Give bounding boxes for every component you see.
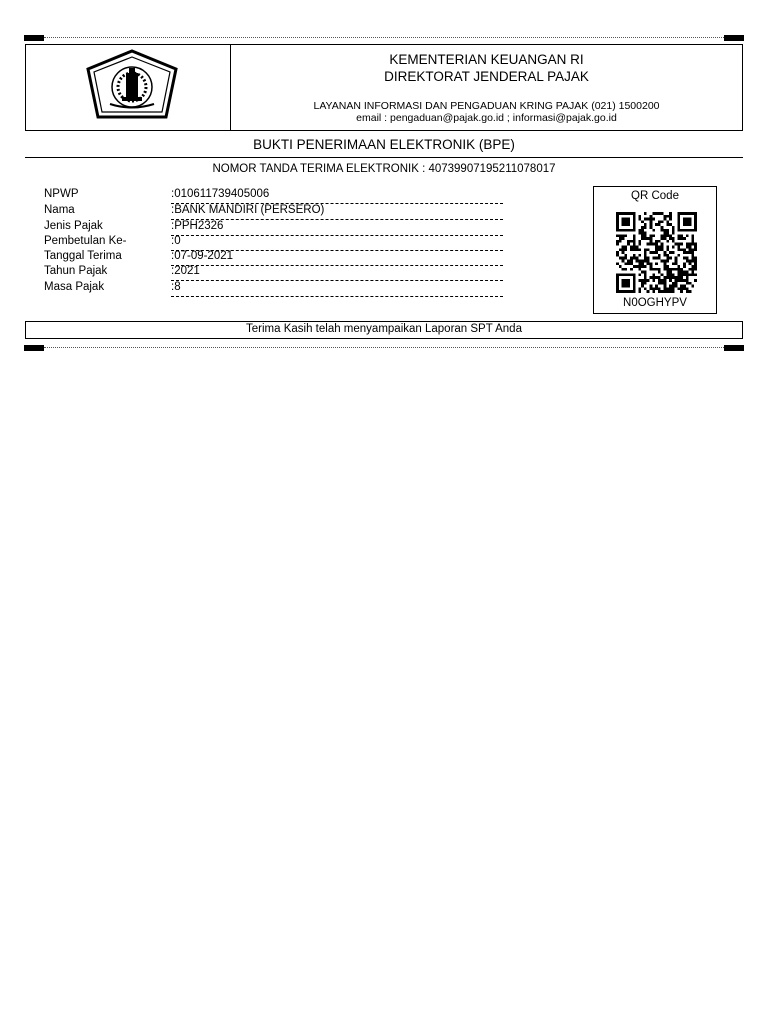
header-box	[25, 44, 743, 131]
field-label: Tahun Pajak	[44, 265, 108, 277]
email-line: email : pengaduan@pajak.go.id ; informasi@pajak.go.id	[356, 112, 617, 124]
qr-code-icon	[616, 212, 697, 293]
document-title: BUKTI PENERIMAAN ELEKTRONIK (BPE)	[253, 137, 515, 152]
receipt-number-line: NOMOR TANDA TERIMA ELEKTRONIK : 40739907195211078017	[212, 163, 556, 175]
field-value: :07-09-2021	[171, 250, 503, 266]
djp-logo-icon	[82, 49, 182, 125]
field-label: Masa Pajak	[44, 281, 105, 293]
bottom-perforation-line	[44, 347, 724, 348]
footer-message: Terima Kasih telah menyampaikan Laporan SPT Anda	[246, 323, 522, 335]
bottom-right-marker	[724, 345, 744, 351]
top-right-marker	[724, 35, 744, 41]
field-value: :0	[171, 235, 503, 251]
top-perforation-line	[44, 37, 724, 38]
field-value: :PPH2326	[171, 220, 503, 236]
field-value: :010611739405006	[171, 188, 503, 204]
top-left-marker	[24, 35, 44, 41]
qr-title: QR Code	[631, 190, 679, 202]
qr-code-text: N0OGHYPV	[623, 297, 687, 309]
field-label: Jenis Pajak	[44, 220, 103, 232]
field-label: Tanggal Terima	[44, 250, 122, 262]
footer-message-box	[25, 321, 743, 339]
logo-cell	[26, 45, 231, 130]
directorate-title: DIREKTORAT JENDERAL PAJAK	[384, 69, 589, 84]
contact-line: LAYANAN INFORMASI DAN PENGADUAN KRING PAJAK (021) 1500200	[313, 100, 660, 112]
field-label: Nama	[44, 204, 75, 216]
field-value: :8	[171, 281, 503, 297]
bottom-left-marker	[24, 345, 44, 351]
field-label: NPWP	[44, 188, 79, 200]
field-value: :BANK MANDIRI (PERSERO)	[171, 204, 503, 220]
qr-box	[593, 186, 717, 314]
title-divider	[25, 157, 743, 158]
field-label: Pembetulan Ke-	[44, 235, 127, 247]
field-value: :2021	[171, 265, 503, 281]
ministry-title: KEMENTERIAN KEUANGAN RI	[389, 52, 584, 67]
